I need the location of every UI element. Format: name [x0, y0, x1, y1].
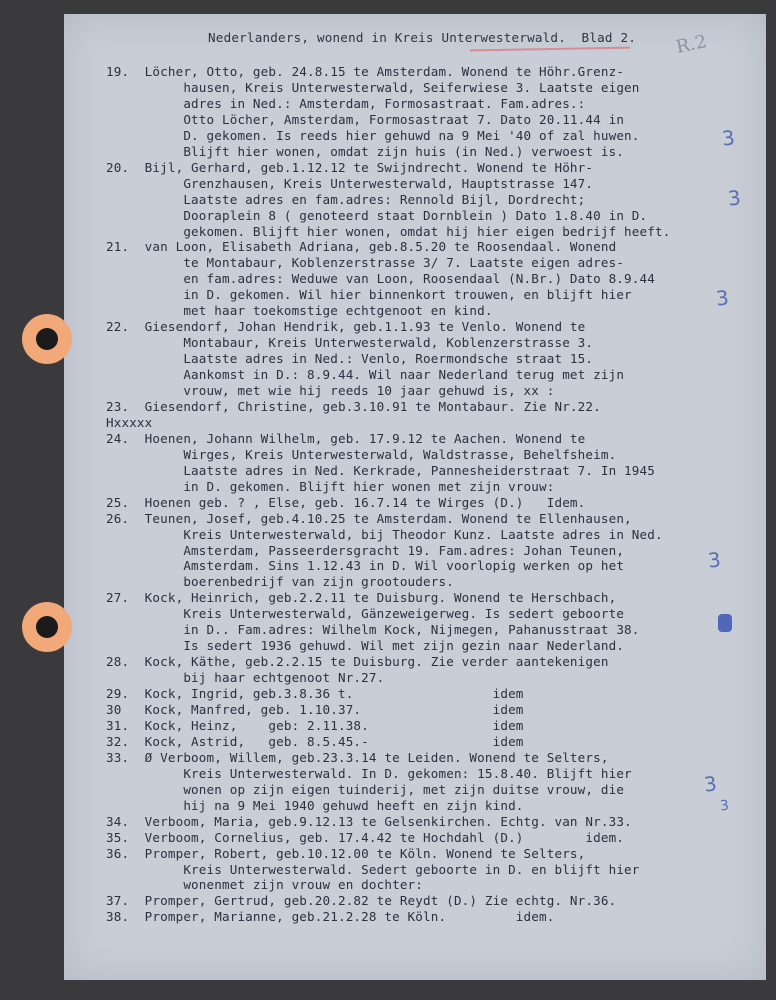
text-line: bij haar echtgenoot Nr.27.	[106, 670, 385, 686]
text-line: 21. van Loon, Elisabeth Adriana, geb.8.5.20 te Roosendaal. Wonend	[106, 239, 617, 255]
text-line: wonen op zijn eigen tuinderij, met zijn duitse vrouw, die	[106, 781, 625, 797]
pencil-note: R.2	[674, 31, 709, 58]
text-line: 24. Hoenen, Johann Wilhelm, geb. 17.9.12 te Aachen. Wonend te	[106, 430, 586, 446]
text-line: Kreis Unterwesterwald, bij Theodor Kunz. Laatste adres in Ned.	[106, 526, 663, 542]
text-line: 27. Kock, Heinrich, geb.2.2.11 te Duisburg. Wonend te Herschbach,	[106, 590, 617, 606]
text-line: in D. gekomen. Wil hier binnenkort trouwen, en blijft hier	[106, 287, 632, 303]
text-line: 31. Kock, Heinz, geb: 2.11.38. idem	[106, 717, 524, 733]
text-line: Blijft hier wonen, omdat zijn huis (in Ned.) verwoest is.	[106, 143, 625, 159]
blue-ink-blot	[718, 614, 732, 632]
text-line: 32. Kock, Astrid, geb. 8.5.45.- idem	[106, 733, 524, 749]
text-line: wonenmet zijn vrouw en dochter:	[106, 877, 424, 893]
margin-mark: 3	[714, 285, 730, 311]
text-line: 26. Teunen, Josef, geb.4.10.25 te Amsterdam. Wonend te Ellenhausen,	[106, 510, 632, 526]
text-line: in D.. Fam.adres: Wilhelm Kock, Nijmegen, Pahanusstraat 38.	[106, 622, 640, 638]
text-line: boerenbedrijf van zijn grootouders.	[106, 574, 454, 590]
text-line: 29. Kock, Ingrid, geb.3.8.36 t. idem	[106, 686, 524, 702]
text-line: Kreis Unterwesterwald. Sedert geboorte in D. en blijft hier	[106, 861, 640, 877]
text-line: Amsterdam. Sins 1.12.43 in D. Wil voorlopig werken op het	[106, 558, 625, 574]
text-line: 23. Giesendorf, Christine, geb.3.10.91 te Montabaur. Zie Nr.22.	[106, 398, 601, 414]
text-line: Is sedert 1936 gehuwd. Wil met zijn gezin naar Nederland.	[106, 638, 625, 654]
text-line: Kreis Unterwesterwald, Gänzeweigerweg. Is sedert geboorte	[106, 606, 625, 622]
text-line: vrouw, met wie hij reeds 10 jaar gehuwd is, xx :	[106, 383, 555, 398]
text-line: 20. Bijl, Gerhard, geb.1.12.12 te Swijndrecht. Wonend te Höhr-	[106, 159, 594, 175]
text-line: 25. Hoenen geb. ? , Else, geb. 16.7.14 te Wirges (D.) Idem.	[106, 494, 586, 510]
text-line: in D. gekomen. Blijft hier wonen met zijn vrouw:	[106, 478, 555, 494]
text-line: Grenzhausen, Kreis Unterwesterwald, Hauptstrasse 147.	[106, 175, 594, 191]
text-line: 35. Verboom, Cornelius, geb. 17.4.42 te Hochdahl (D.) idem.	[106, 829, 625, 845]
text-line: 33. Ø Verboom, Willem, geb.23.3.14 te Leiden. Wonend te Selters,	[106, 749, 609, 765]
text-line: met haar toekomstige echtgenoot en kind.	[106, 303, 493, 319]
margin-mark: 3	[706, 547, 722, 573]
text-line: 28. Kock, Käthe, geb.2.2.15 te Duisburg. Zie verder aantekenigen	[106, 654, 609, 670]
text-line: Otto Löcher, Amsterdam, Formosastraat 7. Dato 20.11.44 in	[106, 111, 625, 127]
text-line: Amsterdam, Passeerdersgracht 19. Fam.adres: Johan Teunen,	[106, 542, 625, 558]
text-line: 38. Promper, Marianne, geb.21.2.28 te Köln. idem.	[106, 909, 555, 925]
text-line: Aankomst in D.: 8.9.44. Wil naar Nederland terug met zijn	[106, 367, 625, 383]
page-header: Nederlanders, wonend in Kreis Unterwesterwald. Blad 2.	[208, 30, 637, 45]
text-line: Montabaur, Kreis Unterwesterwald, Koblenzerstrasse 3.	[106, 335, 594, 351]
margin-mark: 3	[726, 185, 742, 211]
text-line: 37. Promper, Gertrud, geb.20.2.82 te Reydt (D.) Zie echtg. Nr.36.	[106, 893, 617, 909]
text-line: Wirges, Kreis Unterwesterwald, Waldstrasse, Behelfsheim.	[106, 446, 617, 462]
margin-mark: 3	[702, 771, 718, 797]
text-line: en fam.adres: Weduwe van Loon, Roosendaal (N.Br.) Dato 8.9.44	[106, 271, 655, 287]
text-line: 34. Verboom, Maria, geb.9.12.13 te Gelsenkirchen. Echtg. van Nr.33.	[106, 813, 632, 829]
text-line: Kreis Unterwesterwald. In D. gekomen: 15.8.40. Blijft hier	[106, 765, 632, 781]
margin-mark: 3	[720, 125, 736, 151]
text-line: 19. Löcher, Otto, geb. 24.8.15 te Amsterdam. Wonend te Höhr.Grenz-	[106, 64, 625, 79]
text-line: 30 Kock, Manfred, geb. 1.10.37. idem	[106, 702, 524, 717]
text-line: Hxxxxx	[106, 414, 153, 430]
text-line: Laatste adres en fam.adres: Rennold Bijl, Dordrecht;	[106, 191, 586, 207]
text-line: Laatste adres in Ned. Kerkrade, Pannesheiderstraat 7. In 1945	[106, 462, 655, 478]
margin-mark: 3	[719, 797, 730, 815]
text-line: 22. Giesendorf, Johan Hendrik, geb.1.1.93 te Venlo. Wonend te	[106, 319, 586, 335]
text-line: hausen, Kreis Unterwesterwald, Seiferwiese 3. Laatste eigen	[106, 79, 640, 95]
text-line: Laatste adres in Ned.: Venlo, Roermondsche straat 15.	[106, 351, 594, 367]
text-line: hij na 9 Mei 1940 gehuwd heeft en zijn kind.	[106, 797, 524, 813]
text-line: te Montabaur, Koblenzerstrasse 3/ 7. Laatste eigen adres-	[106, 255, 625, 271]
punch-hole-top	[22, 314, 72, 364]
text-line: Dooraplein 8 ( genoteerd staat Dornblein ) Dato 1.8.40 in D.	[106, 207, 648, 223]
punch-hole-bottom	[22, 602, 72, 652]
text-line: gekomen. Blijft hier wonen, omdat hij hier eigen bedrijf heeft.	[106, 223, 671, 239]
text-line: 36. Promper, Robert, geb.10.12.00 te Köln. Wonend te Selters,	[106, 845, 586, 861]
text-line: adres in Ned.: Amsterdam, Formosastraat. Fam.adres.:	[106, 95, 586, 111]
text-line: D. gekomen. Is reeds hier gehuwd na 9 Mei '40 of zal huwen.	[106, 127, 640, 143]
